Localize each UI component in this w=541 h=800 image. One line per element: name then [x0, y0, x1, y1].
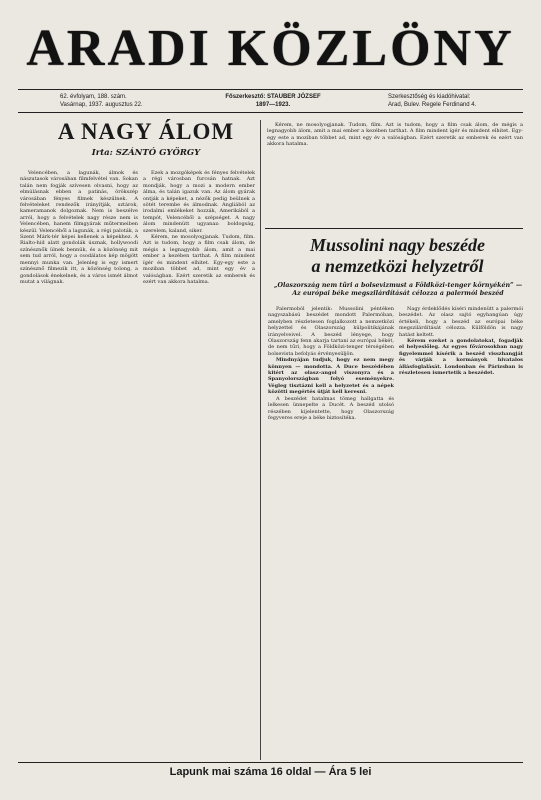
article-heading — [18, 118, 274, 158]
article2-title-line2: a nemzetközi helyzetről — [311, 256, 484, 276]
article-divider — [265, 228, 523, 229]
article-title: A NAGY ÁLOM — [57, 119, 235, 144]
article-text: Palermoból jelentik: Mussolini péntéken nagyszabású beszédet mondott Palermóban, amelyben részletesen foglalkozott a nemzetközi helyzettel és Olaszország külpolitikájának irányelveivel. A beszéd lényege, hogy Olaszország fenn akarja tartani az európai békét, de nem tűri, hogy a Földközi-tenger térségében bolsevista befolyás érvényesüljön. — [268, 306, 394, 357]
newspaper-title: ARADI KÖZLÖNY — [26, 20, 515, 77]
article2-title — [270, 235, 525, 277]
editor-info — [198, 93, 348, 109]
article2-title-line1: Mussolini nagy beszéde — [309, 235, 486, 255]
office-info — [388, 93, 528, 109]
article-continuation — [267, 122, 523, 222]
editor-years: 1897—1923. — [255, 102, 291, 108]
editor-name: Főszerkesztő: STAUBER JÓZSEF — [225, 94, 321, 100]
issue-info — [60, 93, 190, 109]
issue-number: 62. évfolyam, 188. szám. — [60, 94, 127, 100]
article-column-1 — [20, 170, 138, 760]
article-text: Kérem, ne mosolyogjanak. Tudom, film. Azt is tudom, hogy a film csak álom, de mégis a legnagyobb álom, amit a mai ember a kezében tarthat. A film mindent ígér és mindent elhitet. Egy-egy este a moziban többet ad, mint egy év a valóságban. Ezért szeretik az emberek és ezért van akkora hatalma. — [143, 234, 255, 285]
article2-subtitle: „Olaszország nem tűri a bolsevizmust a Földközi-tenger környékén” — Az európai béke megszilárdítását célozza a palermói beszéd — [273, 282, 523, 297]
article-text: Mindnyájan tudjuk, hogy ez nem megy könnyen — mondotta. A Duce beszédében kitért az olasz–angol viszonyra és a Spanyolországban folyó eseményekre. Végleg tisztázni kell a helyzetet és a népek közötti megértés útját kell keresni. — [268, 357, 394, 396]
issue-date: Vasárnap, 1937. augusztus 22. — [60, 102, 143, 108]
masthead — [18, 10, 523, 88]
column-divider — [260, 120, 261, 760]
top-divider — [18, 89, 523, 90]
article-text: Kérem ezeket a gondolatokat, fogadják el helyeslőleg. Az egyes fővárosokban nagy figyelemmel kísérik a beszéd visszhangját és várják a kormányok hivatalos állásfoglalását. Londonban és Párizsban is részletesen ismertetik a beszédet. — [399, 338, 523, 377]
article-column-2 — [143, 170, 255, 760]
office-address: Arad, Bulev. Regele Ferdinand 4. — [388, 102, 477, 108]
header-divider — [18, 112, 523, 113]
office-label: Szerkesztőség és kiadóhivatal: — [388, 94, 471, 100]
article2-column-1 — [268, 306, 394, 761]
article-byline: Irta: SZÁNTÓ GYÖRGY — [91, 148, 201, 158]
article-text: Nagy érdeklődés kíséri mindenütt a palermói beszédet. Az olasz sajtó egyhangúan úgy értékeli, hogy a beszéd az európai béke megszilárdítását célozza. Külföldön is nagy hatást keltett. — [399, 306, 523, 338]
article2-column-2 — [399, 306, 523, 761]
article-text: A beszédet hatalmas tömeg hallgatta és lelkesen ünnepelte a Ducét. A beszéd utolsó részében kijelentette, hogy Olaszország fegyveres ereje a béke biztosítéka. — [268, 395, 394, 421]
page-footer: Lapunk mai száma 16 oldal — Ára 5 lei — [169, 766, 372, 778]
bottom-divider — [18, 762, 523, 763]
article-text: Ezek a mozgóképek és fényes felvételek a régi városban furcsán hatnak. Azt mondják, hogy a mozi a modern ember álma, és talán igazuk van. Az álom gyárak ontják a képeket, a nézők pedig beülnek a sötét terembe és álmodnak. Angliából az irodalmi emlékeket hozzák, Amerikából a tempót, Velencéből a szépséget. A nagy álom mindenütt ugyanaz: boldogság, szerelem, kaland, siker. — [143, 170, 255, 234]
article-text: Kérem, ne mosolyogjanak. Tudom, film. Azt is tudom, hogy a film csak álom, de mégis a legnagyobb álom, amit a mai ember a kezében tarthat. A film mindent ígér és mindent elhitet. Egy-egy este a moziban többet ad, mint egy év a valóságban. Ezért szeretik az emberek és ezért van akkora hatalma. — [267, 122, 523, 148]
article-text: Velencében, a lagunák, álmok és nászutasok városában filmfelvétel van. Sokan talán nem fogják szívesen olvasni, hogy az elmúlásnak ebben a patinás, örökszép városában fényes filmek készülnek. A felvételeket rendezők irányítják, sztárok, kameramanok dolgoznak. Nem is beszélve arról, hogy a felvételek nagy része nem is Velencében, hanem filmgyárak műtermeiben készül. Velencéből a lagunák, a régi paloták, a Szent Márk-tér képei kellenek a képekhez. A Rialto-híd alatt gondolák úsznak, hollywoodi színésznők ülnek bennük, és a közönség mit sem tud arról, hogy a csodálatos kép mögött mennyi munka van. Jelenleg is egy ismert színésznő filmezik itt, a közönség tolong, a gondolások énekelnek, és a város ismét álmot mutat a világnak. — [20, 170, 138, 285]
